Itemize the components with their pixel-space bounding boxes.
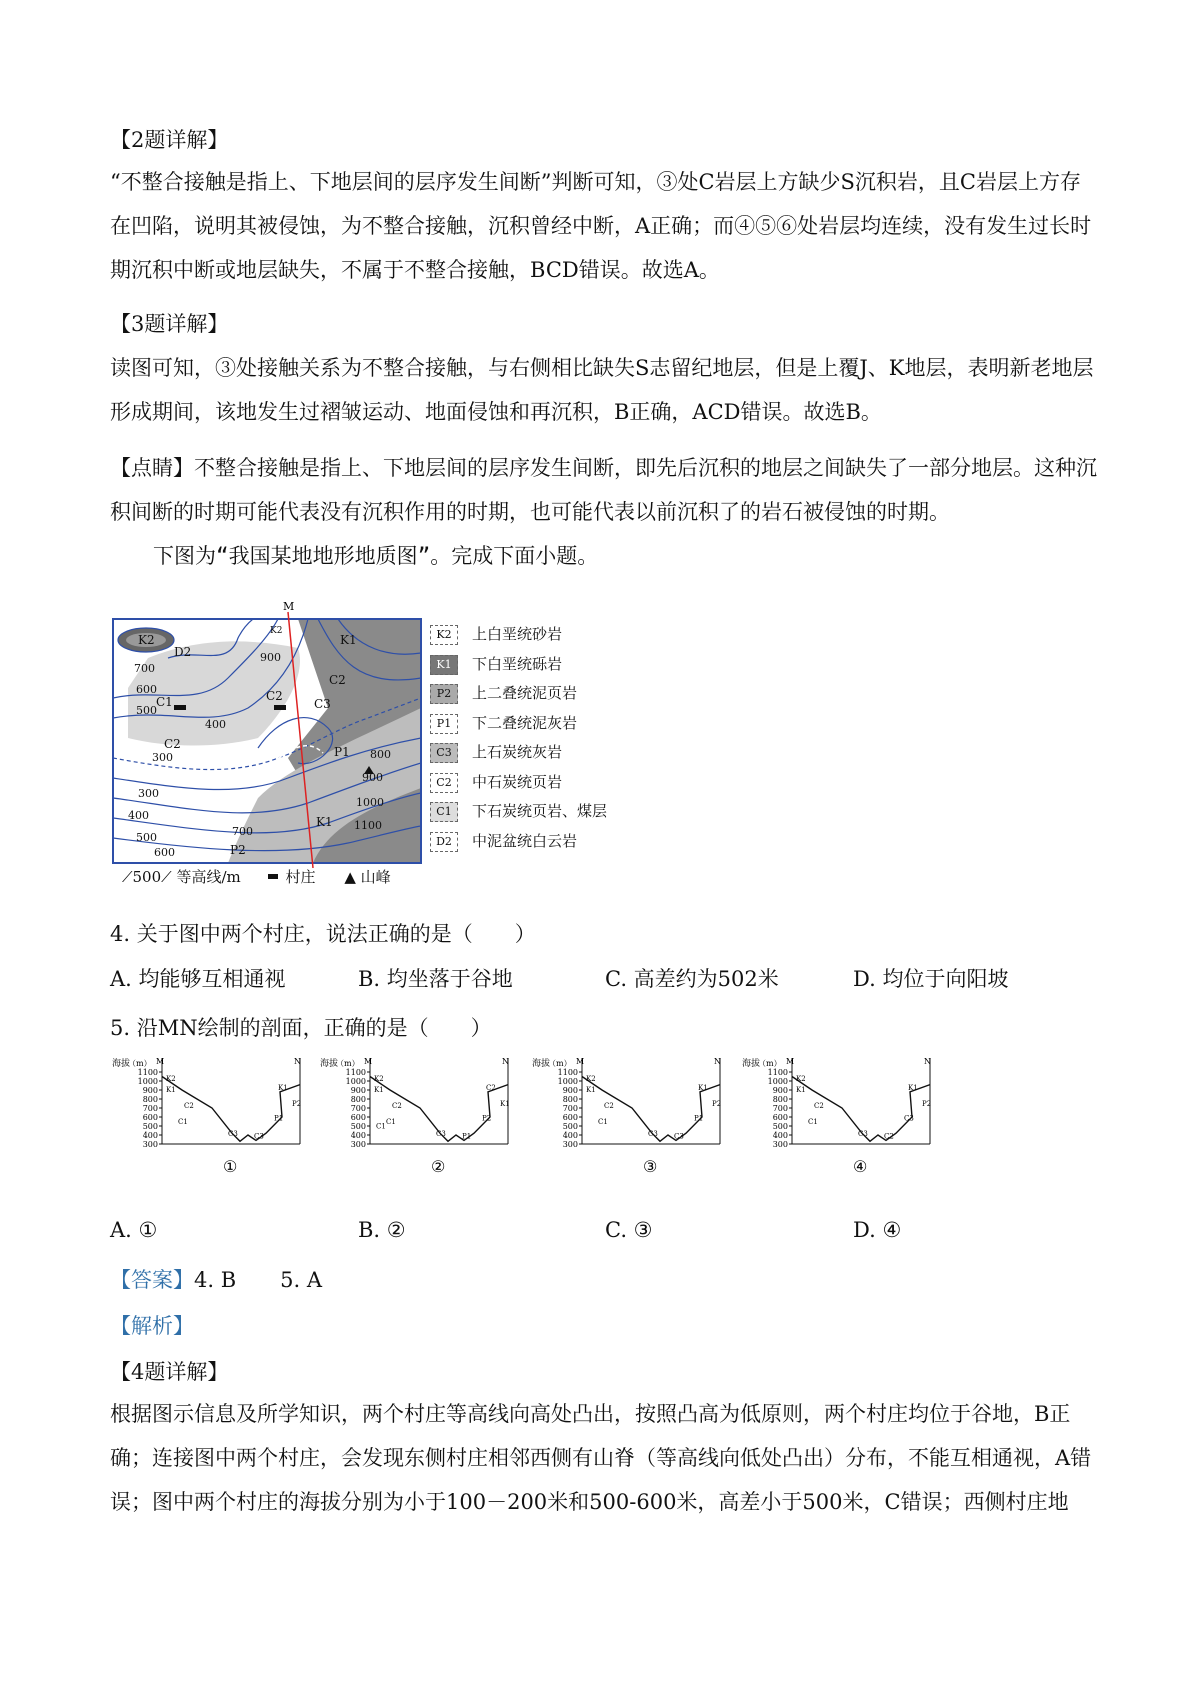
profile-layer-label: C1 [808,1118,818,1127]
village-east [274,705,286,710]
legend-swatch: C1 [430,802,458,822]
contour-key-icon: ⟋ [161,868,172,886]
profile-tick: 1100 [557,1068,578,1077]
map-intro: 下图为“我国某地地形地质图”。完成下面小题。 [153,544,599,568]
contour-800: 800 [370,748,391,761]
profile-layer-label: C3 [674,1132,684,1141]
profile-tick: 500 [142,1122,158,1131]
sec2-head: 【2题详解】 [110,128,229,152]
q5-option-b[interactable]: B. ② [358,1218,406,1242]
profile-tick: 900 [142,1086,158,1095]
legend-item [430,679,607,709]
profile-layer-label: C2 [392,1102,402,1110]
sec4-head: 【4题详解】 [110,1360,229,1384]
legend-text: 中石炭统页岩 [472,772,563,791]
q4-option-a[interactable]: A. 均能够互相通视 [110,967,286,991]
profile-ylabel: 海拔 [532,1059,551,1069]
contour-key-value: 500 [132,868,162,886]
legend-text: 中泥盆统白云岩 [472,831,578,850]
profile-tick: 800 [562,1095,578,1104]
stratum-k2-west: K2 [138,633,155,647]
profile-tick: 400 [350,1131,366,1140]
profile-layer-label: K2 [374,1075,384,1083]
answer-line [110,1264,322,1294]
tip-text: 不整合接触是指上、下地层间的层序发生间断，即先后沉积的地层之间缺失了一部分地层。这种沉积间断的时期可能代表没有沉积作用的时期，也可能代表以前沉积了的岩石被侵蚀的时期。 [110,456,1097,524]
profile-layer-label: C2 [604,1102,614,1110]
q4-option-d[interactable]: D. 均位于向阳坡 [853,967,1009,991]
profile-diagram-1 [110,1050,310,1200]
q5-option-d[interactable]: D. ④ [853,1218,902,1242]
profile-tick: 400 [562,1131,578,1140]
profile-number: ③ [643,1157,658,1176]
profile-tick: 700 [562,1104,578,1113]
profile-layer-label: K1 [586,1085,596,1094]
profile-layer-label: C3 [648,1129,658,1138]
profile-ylabel: 海拔 [112,1059,131,1069]
profile-layer-label: K1 [166,1085,176,1094]
map-key [122,866,391,887]
legend-text: 上石炭统灰岩 [472,743,563,761]
profile-tick: 1100 [345,1068,366,1077]
contour-1100: 1100 [354,819,382,832]
profile-layer-label: K1 [698,1084,708,1092]
legend-item [430,709,607,739]
legend-swatch: C2 [430,773,458,793]
profile-layer-label: C3 [904,1114,914,1123]
profile-tick: 1000 [345,1077,366,1086]
peak-key-label: 山峰 [360,868,391,886]
stratum-d2: D2 [174,645,192,659]
profile-layer-label: C2 [814,1102,824,1110]
profile-layer-label: K2 [796,1075,806,1083]
profile-tick: 400 [142,1131,158,1140]
answer-4: 4. B [194,1268,237,1292]
legend-text: 下二叠统泥灰岩 [472,713,578,732]
profile-number: ② [431,1157,446,1176]
geologic-map [108,598,428,868]
profile-tick: 900 [772,1086,788,1095]
profile-diagram-2 [318,1050,518,1200]
stratum-c2-left: C2 [164,737,181,751]
profile-tick: 400 [772,1131,788,1140]
legend-text: 上二叠统泥页岩 [472,684,578,702]
q4-option-c[interactable]: C. 高差约为502米 [605,967,779,991]
stratum-k1-top: K1 [340,633,357,647]
legend-swatch: K1 [430,655,458,675]
contour-700: 700 [134,662,155,675]
profile-layer-label: K2 [586,1075,596,1083]
peak-key-icon: ▲ [344,868,356,886]
profile-layer-label: C1 [386,1118,396,1127]
legend-item [430,768,607,798]
profile-yunit: （m） [548,1059,572,1068]
legend-text: 上白垩统砂岩 [472,625,563,643]
legend-item [430,797,607,827]
profile-diagram-4 [740,1050,940,1200]
profile-tick: 900 [562,1086,578,1095]
legend-swatch: C3 [430,743,458,763]
contour-500: 500 [136,704,157,717]
profile-layer-label: K1 [500,1100,510,1109]
sec3-para: 读图可知，③处接触关系为不整合接触，与右侧相比缺失S志留纪地层，但是上覆J、K地层，表明新老地层形成期间，该地发生过褶皱运动、地面侵蚀和再沉积，B正确，ACD错误。故选B。 [110,356,1094,424]
legend-text: 下石炭统页岩、煤层 [472,802,608,820]
contour-300: 300 [152,751,173,764]
profile-tick: 700 [350,1104,366,1113]
profile-layer-label: C1 [178,1118,188,1127]
profile-tick: 600 [142,1113,158,1122]
contour-900b: 900 [362,771,383,784]
profile-layer-label: C1 [598,1118,608,1127]
village-key-icon [268,874,278,879]
profile-label-m: M [576,1057,585,1066]
profile-tick: 600 [772,1113,788,1122]
profile-layer-label: K1 [908,1084,918,1092]
profile-number: ① [223,1157,238,1176]
tip-para [110,446,1100,534]
contour-1000: 1000 [356,796,384,809]
profile-yunit: （m） [128,1059,152,1068]
stratum-c2-right: C2 [329,673,346,687]
q5-option-c[interactable]: C. ③ [605,1218,653,1242]
profile-tick: 700 [142,1104,158,1113]
profile-layer-label: C2 [184,1102,194,1110]
profile-layer-label: C3 [228,1129,238,1138]
profile-layer-label: C3 [858,1129,868,1138]
profile-layer-label: P2 [922,1100,932,1109]
sec4-para: 根据图示信息及所学知识，两个村庄等高线向高处凸出，按照凸高为低原则，两个村庄均位于谷地，B正确；连接图中两个村庄，会发现东侧村庄相邻西侧有山脊（等高线向低处凸出）分布，不能互相通视，A错误；图中两个村庄的海拔分别为小于100－200米和500-600米，高差小于500米，C错误；西侧村庄地 [110,1402,1092,1514]
profile-label-n: N [924,1057,931,1066]
contour-900: 900 [260,651,281,664]
profile-label-m: M [364,1057,373,1066]
profile-tick: 700 [772,1104,788,1113]
profile-diagram-3 [530,1050,730,1200]
profile-layer-label: C3 [254,1132,264,1141]
profile-layer-label: K2 [166,1075,176,1083]
profile-tick: 500 [350,1122,366,1131]
legend-text: 下白垩统砾岩 [472,654,563,673]
legend-swatch: P2 [430,684,458,704]
profile-tick: 1000 [137,1077,158,1086]
profile-tick: 1100 [767,1068,788,1077]
profile-tick: 1100 [137,1068,158,1077]
contour-500b: 500 [136,831,157,844]
sec3-head: 【3题详解】 [110,312,229,336]
profile-tick: 800 [142,1095,158,1104]
stratum-p1: P1 [334,745,350,759]
profile-layer-label: P1 [462,1132,472,1141]
profile-label-n: N [714,1057,721,1066]
stratum-c3: C3 [314,697,331,711]
profile-layer-label: P2 [292,1100,302,1109]
profile-tick: 300 [350,1140,366,1149]
profile-ylabel: 海拔 [320,1059,339,1069]
sec2-para: “不整合接触是指上、下地层间的层序发生间断”判断可知，③处C岩层上方缺少S沉积岩，且C岩层上方存在凹陷，说明其被侵蚀，为不整合接触，沉积曾经中断，A正确；而④⑤⑥处岩层均连续，没有发生过长时期沉积中断或地层缺失，不属于不整合接触，BCD错误。故选A。 [110,170,1092,282]
profile-tick: 1000 [557,1077,578,1086]
legend-item [430,650,607,680]
legend-swatch: P1 [430,714,458,734]
profile-layer-label: P1 [274,1114,284,1123]
q4-stem: 4. 关于图中两个村庄，说法正确的是（ ） [110,922,536,946]
contour-key-label: 等高线/m [176,868,241,886]
profile-layer-label: C2 [884,1132,894,1141]
profile-yunit: （m） [336,1059,360,1068]
profile-tick: 600 [562,1113,578,1122]
profile-tick: 800 [772,1095,788,1104]
stratum-p2: P2 [230,843,246,857]
contour-600: 600 [136,683,157,696]
profile-label-n: N [502,1057,509,1066]
map-label-m: M [283,600,295,613]
q4-option-b[interactable]: B. 均坐落于谷地 [358,967,513,991]
contour-400b: 400 [128,809,149,822]
profile-label-m: M [786,1057,795,1066]
profile-tick: 1000 [767,1077,788,1086]
profile-tick: 300 [562,1140,578,1149]
profile-ylabel: 海拔 [742,1059,761,1069]
answer-head: 【答案】 [110,1268,194,1292]
profile-layer-label: K1 [278,1084,288,1092]
stratum-c1: C1 [156,695,173,709]
profile-number: ④ [853,1157,868,1176]
legend-item [430,738,607,768]
q5-stem: 5. 沿MN绘制的剖面，正确的是（ ） [110,1016,492,1040]
profile-tick: 300 [142,1140,158,1149]
legend-swatch: K2 [430,625,458,645]
profile-yunit: （m） [758,1059,782,1068]
legend-item [430,827,607,857]
profile-tick: 900 [350,1086,366,1095]
village-west [174,705,186,710]
profile-layer-label: C2 [486,1084,496,1092]
contour-key-icon: ⟋ [122,868,133,886]
village-key-label: 村庄 [285,868,316,886]
profile-tick: 500 [562,1122,578,1131]
profile-label-n: N [294,1057,301,1066]
stratum-c2-center: C2 [266,689,283,703]
stratum-k1-bottom: K1 [316,815,333,829]
contour-300b: 300 [138,787,159,800]
profile-layer-label: K1 [374,1085,384,1094]
tip-head: 【点睛】 [110,456,194,480]
profile-tick: 800 [350,1095,366,1104]
profile-tick: 300 [772,1140,788,1149]
profile-layer-label: P2 [482,1114,492,1123]
contour-400: 400 [205,718,226,731]
legend-swatch: D2 [430,832,458,852]
q5-option-a[interactable]: A. ① [110,1218,158,1242]
profile-label-m: M [156,1057,165,1066]
profile-layer-label: C1 [376,1122,386,1131]
stratum-k2-top: K2 [270,626,283,636]
contour-600b: 600 [154,846,175,859]
profile-layer-label: P1 [694,1114,704,1123]
profile-layer-label: C3 [436,1129,446,1138]
map-legend [430,620,607,856]
profile-tick: 600 [350,1113,366,1122]
profile-layer-label: P2 [712,1100,722,1109]
profile-layer-label: K1 [796,1085,806,1094]
contour-700b: 700 [232,825,253,838]
answer-5: 5. A [280,1268,323,1292]
profile-tick: 500 [772,1122,788,1131]
analysis-head: 【解析】 [110,1314,194,1338]
legend-item [430,620,607,650]
